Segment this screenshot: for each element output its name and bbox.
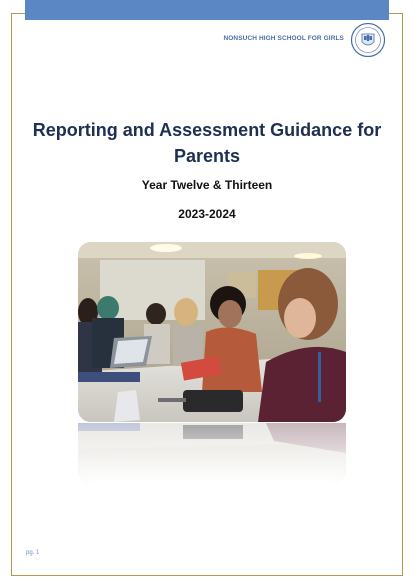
document-subtitle: Year Twelve & Thirteen [141, 178, 273, 192]
photo-reflection [78, 423, 346, 483]
academic-year: 2023-2024 [178, 207, 236, 221]
document-title: Reporting and Assessment Guidance for Parents [32, 120, 382, 166]
school-crest-icon [350, 22, 386, 58]
classroom-photo [78, 242, 346, 422]
school-name: NONSUCH HIGH SCHOOL FOR GIRLS [223, 35, 344, 42]
top-banner [25, 0, 389, 20]
page-number: pg. 1 [26, 550, 40, 556]
